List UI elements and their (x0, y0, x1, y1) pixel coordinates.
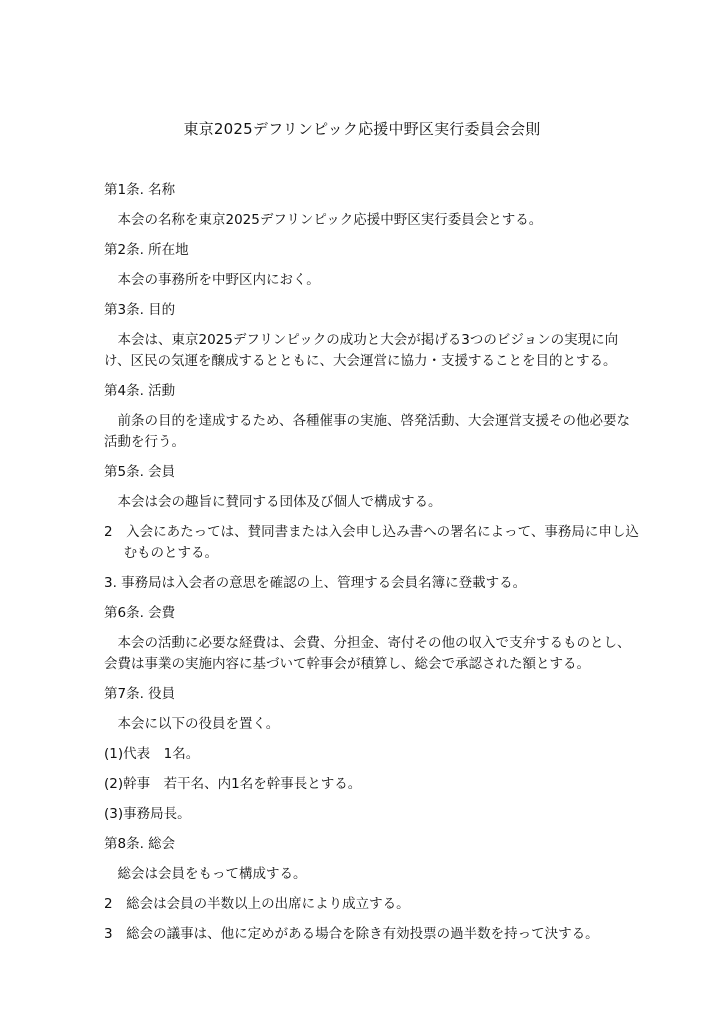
article-1 (104, 180, 640, 231)
article-clause: 2 総会は会員の半数以上の出席により成立する。 (104, 896, 410, 912)
article-heading: 第6条. 会費 (104, 605, 176, 621)
article-heading: 第5条. 会員 (104, 464, 176, 480)
officer-list-item: (1)代表 1名。 (104, 746, 200, 762)
article-clause: 3 総会の議事は、他に定めがある場合を除き有効投票の過半数を持って決する。 (104, 926, 599, 942)
article-clause: 2 入会にあたっては、賛同書または入会申し込み書への署名によって、事務局に申し込むものとする。 (104, 524, 639, 561)
document-title: 東京2025デフリンピック応援中野区実行委員会会則 (183, 120, 541, 138)
officer-list-item: (3)事務局長。 (104, 806, 191, 822)
document-body (104, 180, 640, 954)
article-paragraph: 前条の目的を達成するため、各種催事の実施、啓発活動、大会運営支援その他必要な活動を行う。 (104, 413, 630, 450)
article-clause: 3. 事務局は入会者の意思を確認の上、管理する会員名簿に登載する。 (104, 575, 527, 591)
article-paragraph: 本会の活動に必要な経費は、会費、分担金、寄付その他の収入で支弁するものとし、会費は事業の実施内容に基づいて幹事会が積算し、総会で承認された額とする。 (104, 635, 631, 672)
article-heading: 第7条. 役員 (104, 686, 176, 702)
article-8 (104, 834, 640, 945)
article-4 (104, 381, 640, 453)
article-heading: 第1条. 名称 (104, 182, 176, 198)
article-paragraph: 本会に以下の役員を置く。 (117, 716, 280, 732)
article-paragraph: 本会の名称を東京2025デフリンピック応援中野区実行委員会とする。 (117, 212, 543, 228)
article-heading: 第8条. 総会 (104, 836, 176, 852)
article-heading: 第4条. 活動 (104, 383, 176, 399)
article-5 (104, 462, 640, 594)
article-heading: 第3条. 目的 (104, 302, 176, 318)
article-3 (104, 300, 640, 372)
article-7 (104, 684, 640, 825)
officer-list-item: (2)幹事 若干名、内1名を幹事長とする。 (104, 776, 362, 792)
article-2 (104, 240, 640, 291)
article-heading: 第2条. 所在地 (104, 242, 189, 258)
article-6 (104, 603, 640, 675)
article-paragraph: 総会は会員をもって構成する。 (117, 866, 307, 882)
article-paragraph: 本会は、東京2025デフリンピックの成功と大会が掲げる3つのビジョンの実現に向け、区民の気運を醸成するとともに、大会運営に協力・支援することを目的とする。 (104, 332, 619, 369)
article-paragraph: 本会は会の趣旨に賛同する団体及び個人で構成する。 (117, 494, 442, 510)
article-paragraph: 本会の事務所を中野区内におく。 (117, 272, 320, 288)
